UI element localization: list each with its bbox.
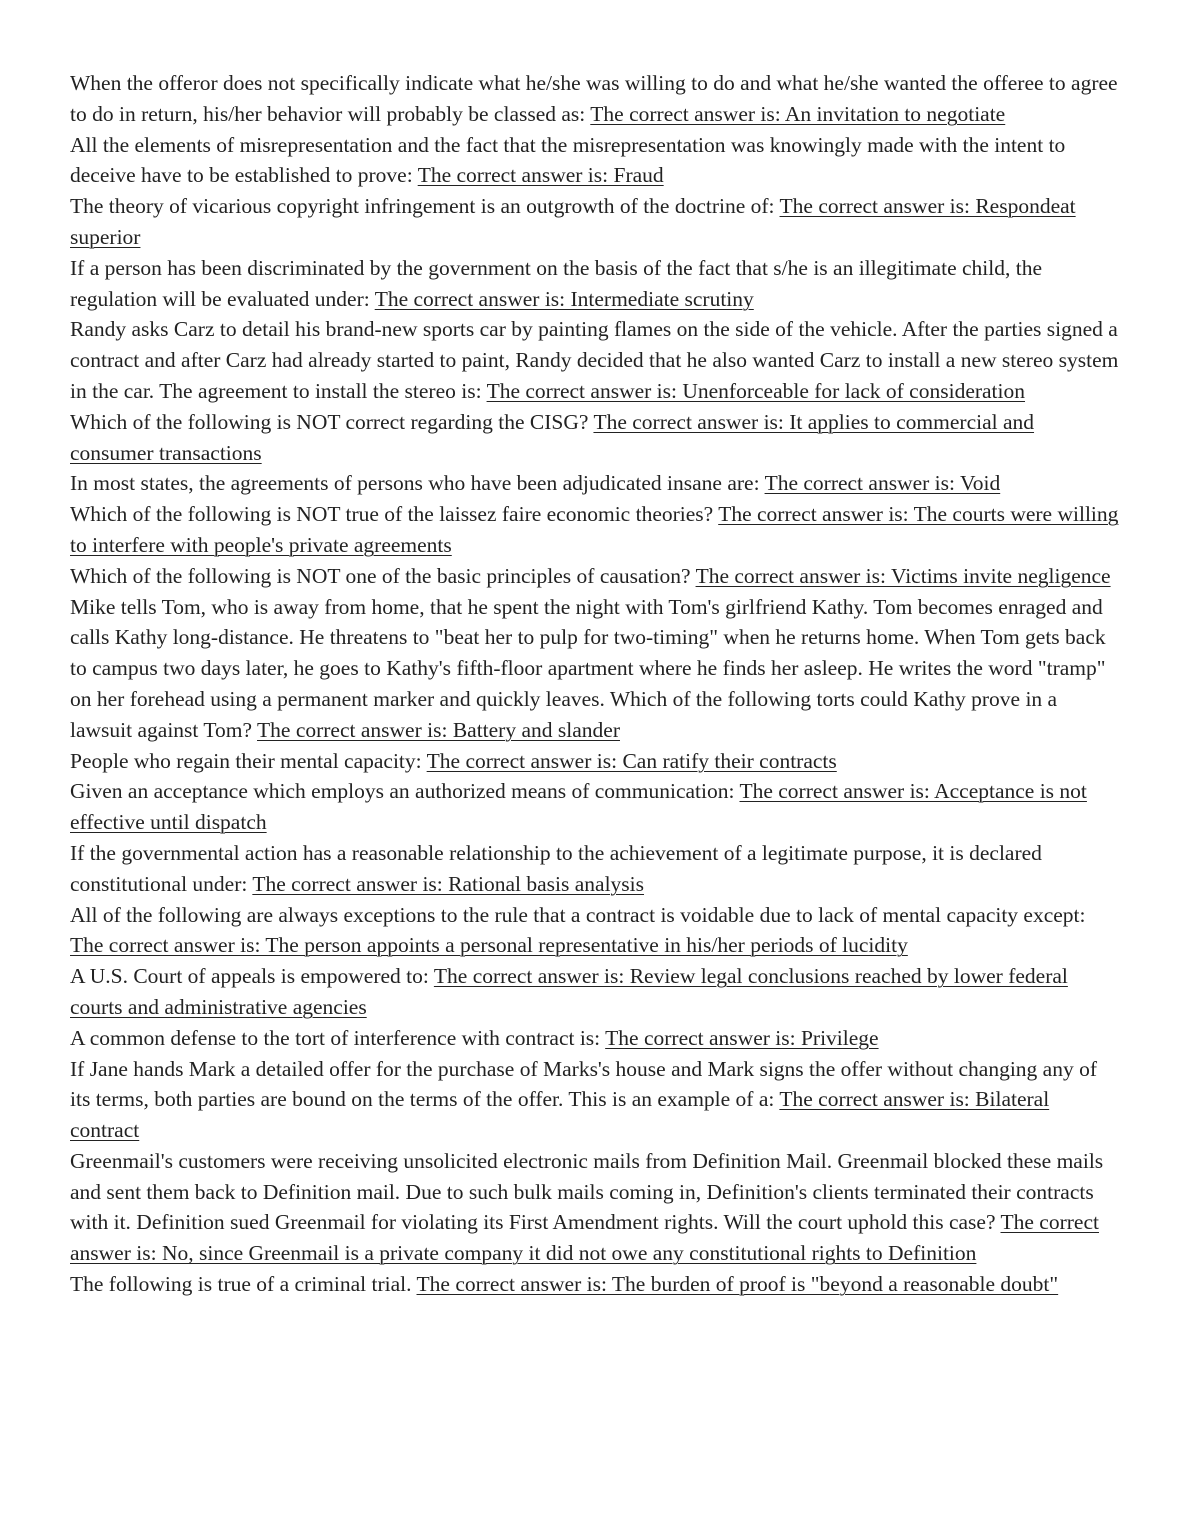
question-text: All the elements of misrepresentation and the fact that the misrepresentation was knowingly made with the intent to deceive have to be established to prove: [70, 132, 1066, 188]
answer-text: The correct answer is: Fraud [417, 163, 664, 188]
qa-item-8 [70, 499, 1122, 561]
question-text: Which of the following is NOT correct regarding the CISG? [70, 409, 589, 434]
question-text: All of the following are always exceptions to the rule that a contract is voidable due to lack of mental capacity except: [70, 902, 1086, 927]
answer-text: The correct answer is: Can ratify their contracts [426, 748, 837, 773]
question-text: Greenmail's customers were receiving unsolicited electronic mails from Definition Mail. Greenmail blocked these mails and sent them back to Definition mail. Due to such bulk mails coming in, Definition's clients terminated their contracts with it. Definition sued Greenmail for violating its First Amendment rights. Will the court uphold this case? [70, 1148, 1104, 1235]
question-text: Randy asks Carz to detail his brand-new sports car by painting flames on the side of the vehicle. After the parties signed a contract and after Carz had already started to paint, Randy decided that he also wanted Carz to install a new stereo system in the car. The agreement to install the stereo is: [70, 317, 1119, 403]
answer-text: The correct answer is: Bilateral contract [70, 1087, 1050, 1143]
question-text: In most states, the agreements of persons who have been adjudicated insane are: [70, 471, 760, 496]
qa-item-15 [70, 961, 1122, 1023]
qa-item-14 [70, 900, 1122, 962]
answer-text: The correct answer is: Review legal conclusions reached by lower federal courts and administrative agencies [70, 964, 1068, 1019]
question-text: The theory of vicarious copyright infringement is an outgrowth of the doctrine of: [70, 194, 775, 219]
question-text: A common defense to the tort of interference with contract is: [70, 1025, 601, 1050]
qa-item-1 [70, 68, 1122, 130]
qa-item-6 [70, 407, 1122, 469]
qa-item-7 [70, 468, 1122, 499]
answer-text: The correct answer is: The courts were willing to interfere with people's private agreements [70, 502, 1119, 557]
qa-item-16 [70, 1023, 1122, 1054]
answer-text: The correct answer is: An invitation to negotiate [590, 101, 1006, 126]
answer-text: The correct answer is: Privilege [605, 1025, 879, 1050]
qa-item-12 [70, 776, 1122, 838]
question-text: If the governmental action has a reasonable relationship to the achievement of a legitimate purpose, it is declared constitutional under: [70, 840, 1042, 896]
answer-text: The correct answer is: Void [764, 471, 1001, 496]
qa-item-3 [70, 191, 1122, 253]
question-text: Given an acceptance which employs an authorized means of communication: [70, 779, 735, 804]
answer-text: The correct answer is: Respondeat superior [70, 194, 1076, 249]
qa-item-17 [70, 1054, 1122, 1146]
answer-text: The correct answer is: Rational basis analysis [252, 871, 645, 896]
qa-item-5 [70, 314, 1122, 406]
question-text: The following is true of a criminal trial. [70, 1272, 412, 1297]
answer-text: The correct answer is: Battery and slander [257, 717, 620, 742]
answer-text: The correct answer is: The person appoints a personal representative in his/her periods of lucidity [70, 933, 908, 958]
qa-item-2 [70, 130, 1122, 192]
answer-text: The correct answer is: The burden of proof is "beyond a reasonable doubt" [416, 1272, 1059, 1297]
answer-text: The correct answer is: No, since Greenmail is a private company it did not owe any constitutional rights to Definition [70, 1210, 1099, 1266]
question-text: A U.S. Court of appeals is empowered to: [70, 964, 429, 989]
answer-text: The correct answer is: Intermediate scrutiny [374, 286, 754, 311]
qa-item-10 [70, 592, 1122, 746]
question-text: When the offeror does not specifically indicate what he/she was willing to do and what he/she wanted the offeree to agree to do in return, his/her behavior will probably be classed as: [70, 71, 1118, 126]
qa-item-11 [70, 746, 1122, 777]
question-text: Mike tells Tom, who is away from home, that he spent the night with Tom's girlfriend Kathy. Tom becomes enraged and calls Kathy long-distance. He threatens to "beat her to pulp for two-timing" when he returns home. When Tom gets back to campus two days later, he goes to Kathy's fifth-floor apartment where he finds her asleep. He writes the word "tramp" on her forehead using a permanent marker and quickly leaves. Which of the following torts could Kathy prove in a lawsuit against Tom? [70, 594, 1106, 742]
qa-item-9 [70, 561, 1122, 592]
answer-text: The correct answer is: Acceptance is not effective until dispatch [70, 779, 1087, 835]
question-text: If Jane hands Mark a detailed offer for the purchase of Marks's house and Mark signs the offer without changing any of its terms, both parties are bound on the terms of the offer. This is an example of a: [70, 1056, 1098, 1112]
question-text: People who regain their mental capacity: [70, 748, 422, 773]
question-text: Which of the following is NOT true of the laissez faire economic theories? [70, 502, 714, 527]
question-text: Which of the following is NOT one of the basic principles of causation? [70, 563, 691, 588]
question-text: If a person has been discriminated by the government on the basis of the fact that s/he is an illegitimate child, the regulation will be evaluated under: [70, 255, 1042, 311]
answer-text: The correct answer is: It applies to commercial and consumer transactions [70, 409, 1035, 465]
answer-text: The correct answer is: Unenforceable for lack of consideration [486, 378, 1026, 403]
qa-item-18 [70, 1146, 1122, 1269]
qa-item-13 [70, 838, 1122, 900]
answer-text: The correct answer is: Victims invite negligence [695, 563, 1111, 588]
qa-item-19 [70, 1269, 1122, 1300]
document-body [70, 68, 1122, 1300]
qa-item-4 [70, 253, 1122, 315]
